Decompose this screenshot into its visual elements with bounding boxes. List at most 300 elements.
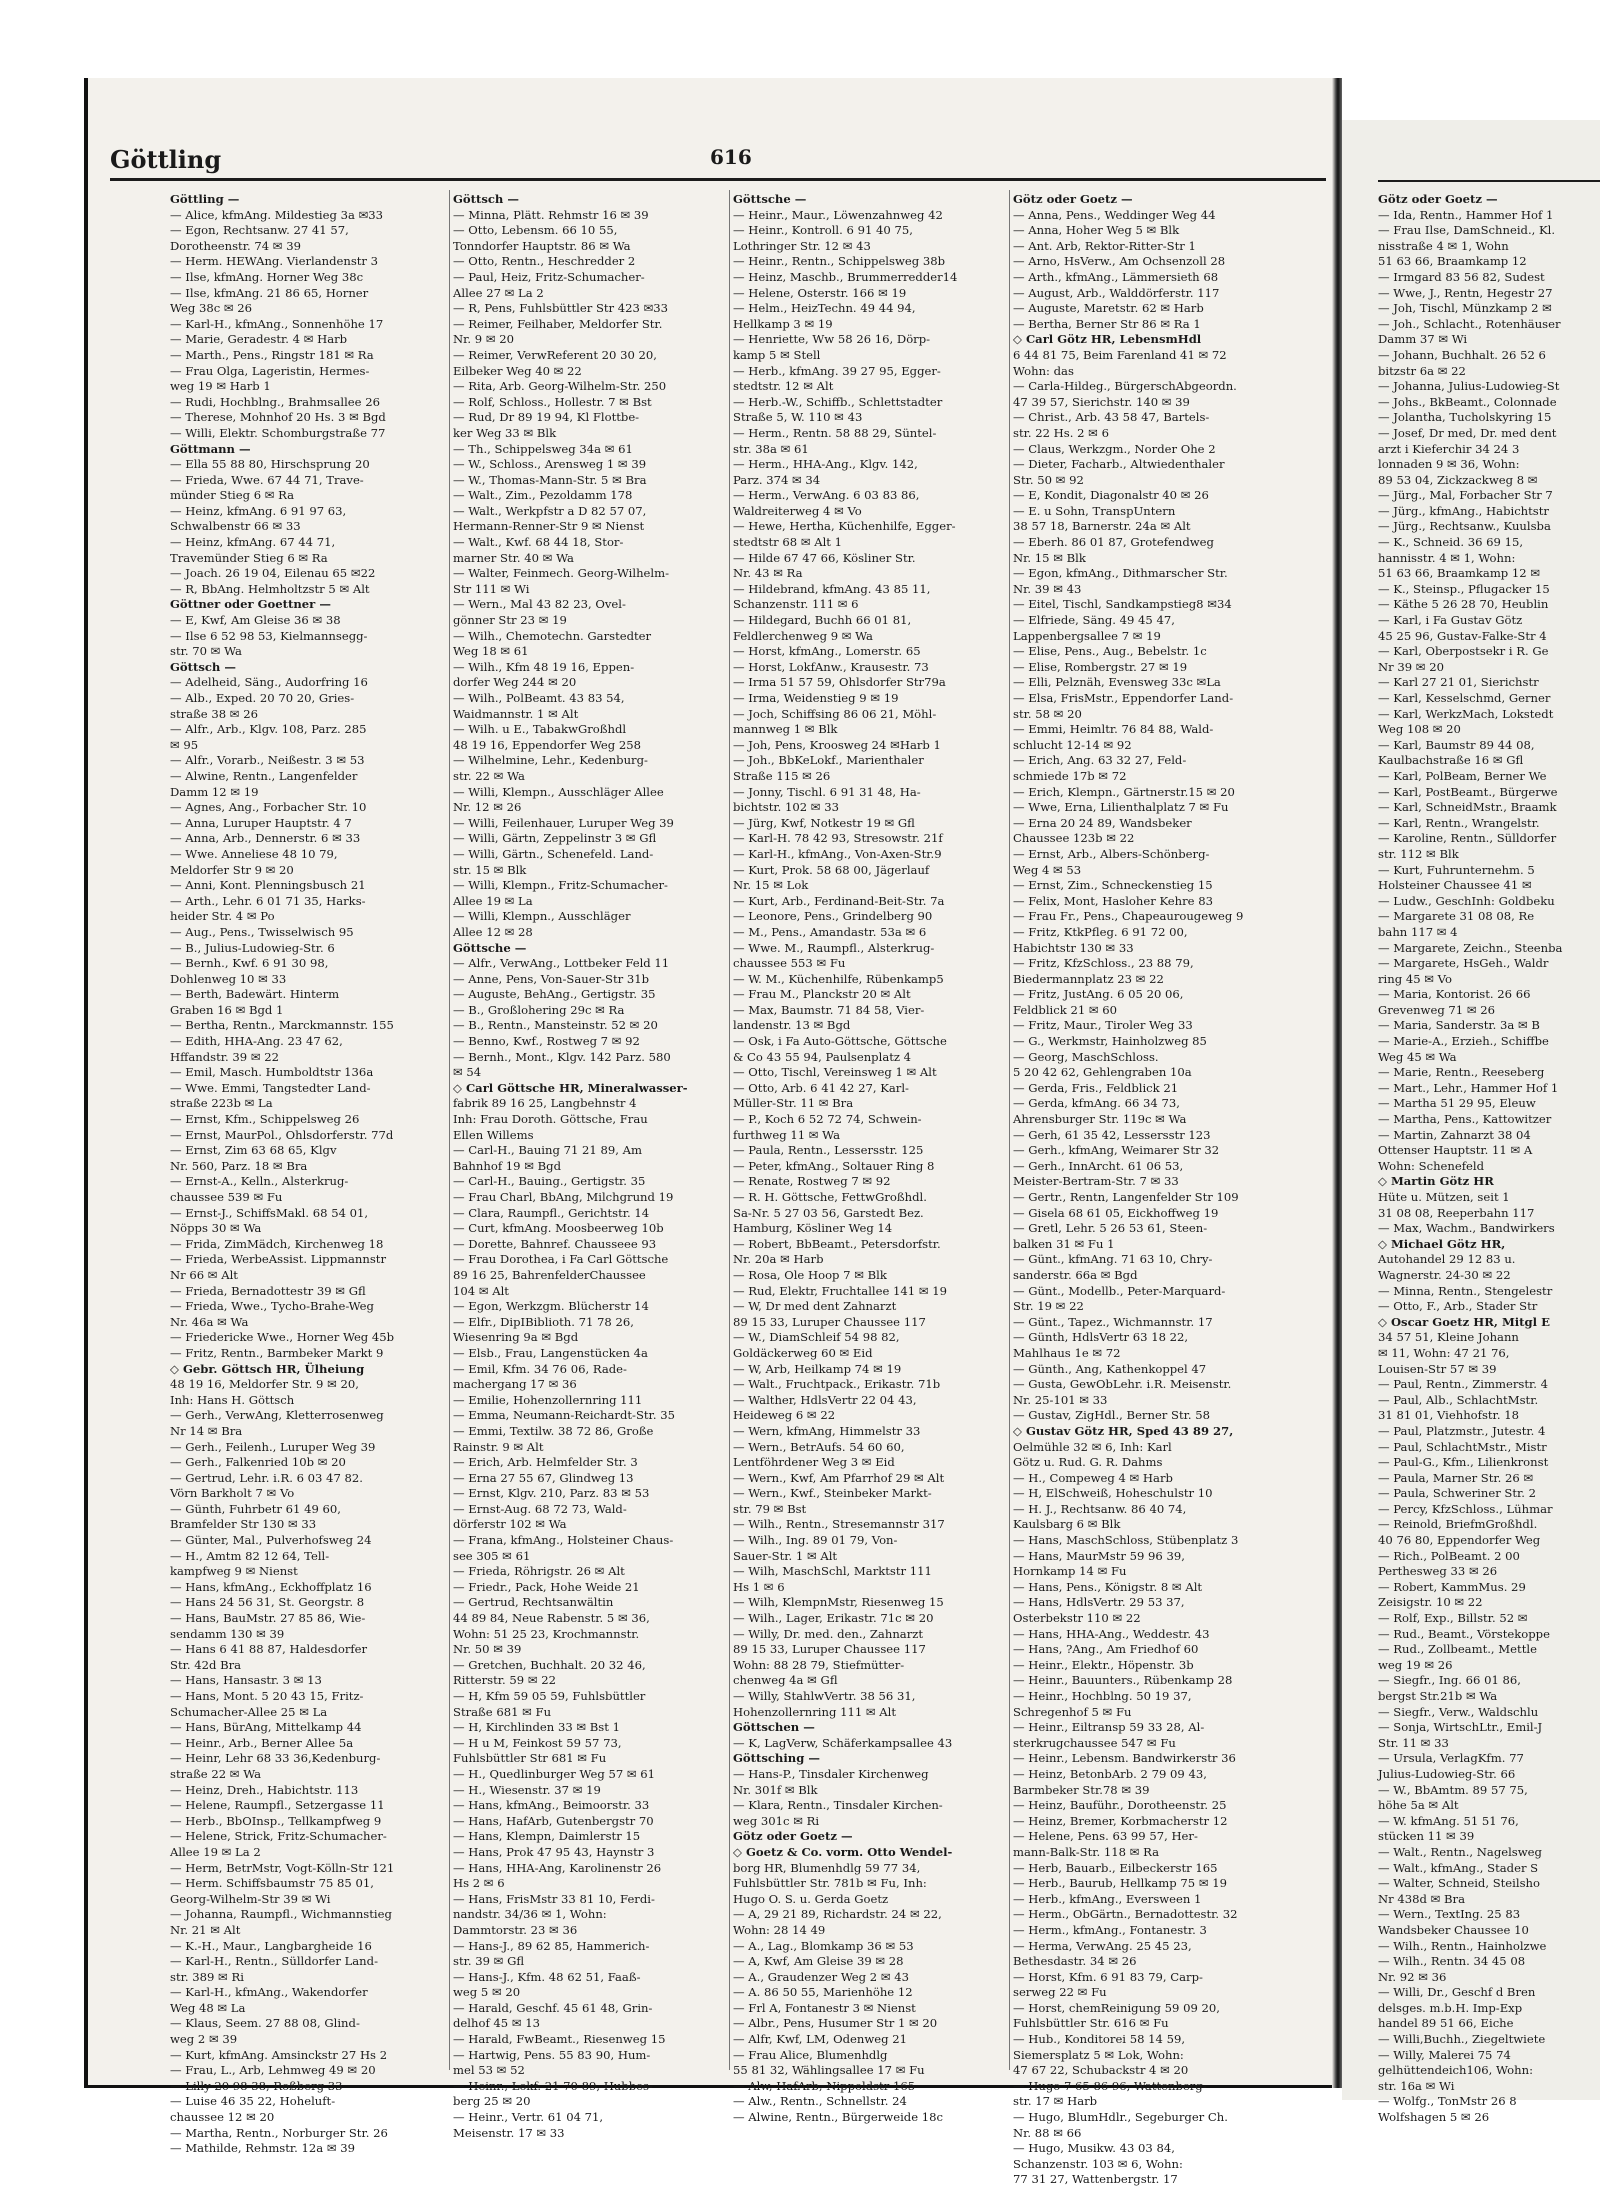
- directory-entry: Allee 12 ✉ 28: [453, 924, 533, 939]
- directory-entry: — Peter, kfmAng., Soltauer Ring 8: [733, 1158, 935, 1173]
- directory-entry: — Ernst, MaurPol., Ohlsdorferstr. 77d: [170, 1127, 394, 1142]
- directory-entry: Ottenser Hauptstr. 11 ✉ A: [1378, 1143, 1533, 1158]
- directory-entry: Schanzenstr. 111 ✉ 6: [733, 597, 859, 612]
- directory-entry: Nr. 50 ✉ 39: [453, 1642, 522, 1657]
- directory-entry: — Horst, LokfAnw., Krausestr. 73: [733, 659, 929, 674]
- directory-entry: — H. J., Rechtsanw. 86 40 74,: [1013, 1501, 1187, 1516]
- directory-entry: Wolfshagen 5 ✉ 26: [1378, 2110, 1490, 2125]
- directory-entry: Dorotheenstr. 74 ✉ 39: [170, 238, 301, 253]
- directory-entry: berg 25 ✉ 20: [453, 2094, 531, 2109]
- directory-entry: — Reimer, VerwReferent 20 30 20,: [453, 347, 657, 362]
- directory-entry: Göttmann —: [170, 441, 251, 456]
- directory-entry: mel 53 ✉ 52: [453, 2063, 525, 2078]
- directory-entry: — Margarete, Zeichn., Steenba: [1378, 940, 1563, 955]
- directory-entry: — Wolfg., TonMstr 26 8: [1378, 2094, 1517, 2109]
- directory-entry: — Frieda, Bernadottestr 39 ✉ Gfl: [170, 1283, 366, 1298]
- directory-entry: Fuhlsbüttler Str. 616 ✉ Fu: [1013, 2016, 1169, 2031]
- directory-entry: — Gertrud, Rechtsanwältin: [453, 1595, 614, 1610]
- directory-entry: Nöpps 30 ✉ Wa: [170, 1221, 262, 1236]
- directory-entry: Wandsbeker Chaussee 10: [1378, 1922, 1529, 1937]
- directory-entry: — Frieda, WerbeAssist. Lippmannstr: [170, 1252, 386, 1267]
- directory-entry: Feldlerchenweg 9 ✉ Wa: [733, 628, 873, 643]
- directory-entry: Nr. 92 ✉ 36: [1378, 1969, 1447, 1984]
- directory-entry: Allee 19 ✉ La 2: [170, 1844, 261, 1859]
- directory-entry: — Jürg, Kwf, Notkestr 19 ✉ Gfl: [733, 815, 915, 830]
- directory-entry: — Herb., kfmAng., Eversween 1: [1013, 1891, 1202, 1906]
- directory-entry: Dammtorstr. 23 ✉ 36: [453, 1922, 578, 1937]
- directory-entry: Sa-Nr. 5 27 03 56, Garstedt Bez.: [733, 1205, 924, 1220]
- directory-entry: — Frau Fr., Pens., Chapeaurougeweg 9: [1013, 909, 1244, 924]
- directory-entry: — Erna 20 24 89, Wandsbeker: [1013, 815, 1192, 830]
- directory-entry: str. 79 ✉ Bst: [733, 1501, 807, 1516]
- directory-entry: — Frau, L., Arb, Lehmweg 49 ✉ 20: [170, 2063, 376, 2078]
- directory-entry: ◇ Martin Götz HR: [1378, 1174, 1494, 1189]
- directory-entry: 89 15 33, Luruper Chaussee 117: [733, 1642, 926, 1657]
- directory-entry: — Rich., PolBeamt. 2 00: [1378, 1548, 1520, 1563]
- directory-entry: hannisstr. 4 ✉ 1, Wohn:: [1378, 550, 1516, 565]
- directory-entry: — Georg, MaschSchloss.: [1013, 1049, 1159, 1064]
- directory-entry: Müller-Str. 11 ✉ Bra: [733, 1096, 854, 1111]
- directory-entry: mannweg 1 ✉ Blk: [733, 722, 838, 737]
- directory-entry: borg HR, Blumenhdlg 59 77 34,: [733, 1860, 921, 1875]
- directory-entry: — Herb., kfmAng. 39 27 95, Egger-: [733, 363, 941, 378]
- directory-entry: — Frieda, Röhrigstr. 26 ✉ Alt: [453, 1564, 625, 1579]
- directory-entry: — Willi, Klempn., Ausschläger Allee: [453, 784, 664, 799]
- directory-entry: & Co 43 55 94, Paulsenplatz 4: [733, 1049, 912, 1064]
- directory-entry: — Leonore, Pens., Grindelberg 90: [733, 909, 933, 924]
- directory-entry: Hornkamp 14 ✉ Fu: [1013, 1564, 1127, 1579]
- directory-entry: Hs 2 ✉ 6: [453, 1876, 505, 1891]
- directory-entry: Louisen-Str 57 ✉ 39: [1378, 1361, 1497, 1376]
- directory-entry: — Emil, Kfm. 34 76 06, Rade-: [453, 1361, 627, 1376]
- directory-entry: — Herma, VerwAng. 25 45 23,: [1013, 1938, 1192, 1953]
- directory-entry: — Hans, Hansastr. 3 ✉ 13: [170, 1673, 322, 1688]
- directory-entry: — R, Pens, Fuhlsbüttler Str 423 ✉33: [453, 301, 669, 316]
- directory-entry: — Hans, MaschSchloss, Stübenplatz 3: [1013, 1533, 1239, 1548]
- directory-entry: — Otto, Rentn., Heschredder 2: [453, 254, 636, 269]
- directory-entry: — Rud, Elektr, Fruchtallee 141 ✉ 19: [733, 1283, 947, 1298]
- directory-entry: — Wilh, KlempnMstr, Riesenweg 15: [733, 1595, 944, 1610]
- directory-entry: — Herm., kfmAng., Fontanestr. 3: [1013, 1922, 1207, 1937]
- directory-entry: — Ernst-J., SchiffsMakl. 68 54 01,: [170, 1205, 369, 1220]
- directory-entry: — Clara, Raumpfl., Gerichtstr. 14: [453, 1205, 650, 1220]
- directory-entry: — Paul, Heiz, Fritz-Schumacher-: [453, 269, 645, 284]
- directory-entry: — Frau M., Planckstr 20 ✉ Alt: [733, 987, 911, 1002]
- directory-entry: schmiede 17b ✉ 72: [1013, 768, 1127, 783]
- directory-entry: — Emmi, Heimltr. 76 84 88, Wald-: [1013, 722, 1214, 737]
- directory-entry: Straße 115 ✉ 26: [733, 768, 831, 783]
- directory-entry: 89 16 25, BahrenfelderChaussee: [453, 1267, 646, 1282]
- directory-entry: Hohenzollernring 111 ✉ Alt: [733, 1704, 897, 1719]
- directory-entry: — Paula, Marner Str. 26 ✉: [1378, 1470, 1534, 1485]
- directory-entry: — Wwe. Anneliese 48 10 79,: [170, 846, 338, 861]
- directory-entry: serweg 22 ✉ Fu: [1013, 1985, 1107, 2000]
- directory-entry: str. 15 ✉ Blk: [453, 862, 527, 877]
- directory-entry: — Hartwig, Pens. 55 83 90, Hum-: [453, 2047, 651, 2062]
- directory-entry: — Rudi, Hochblng., Brahmsallee 26: [170, 394, 380, 409]
- directory-entry: Hamburg, Kösliner Weg 14: [733, 1221, 893, 1236]
- directory-entry: 38 57 18, Barnerstr. 24a ✉ Alt: [1013, 519, 1191, 534]
- directory-entry: — Adelheid, Säng., Audorfring 16: [170, 675, 368, 690]
- directory-entry: sendamm 130 ✉ 39: [170, 1626, 285, 1641]
- directory-entry: Grevenweg 71 ✉ 26: [1378, 1002, 1496, 1017]
- directory-entry: — Wilh., Rentn. 34 45 08: [1378, 1954, 1526, 1969]
- directory-entry: — Irmgard 83 56 82, Sudest: [1378, 269, 1545, 284]
- directory-entry: — Willi, Gärtn, Zeppelinstr 3 ✉ Gfl: [453, 831, 657, 846]
- directory-entry: — A, Kwf, Am Gleise 39 ✉ 28: [733, 1954, 904, 1969]
- directory-entry: — Agnes, Ang., Forbacher Str. 10: [170, 800, 367, 815]
- directory-entry: Ritterstr. 59 ✉ 22: [453, 1673, 556, 1688]
- directory-entry: — Paul, SchlachtMstr., Mistr: [1378, 1439, 1547, 1454]
- directory-entry: — Rolf, Schloss., Hollestr. 7 ✉ Bst: [453, 394, 652, 409]
- directory-entry: Sauer-Str. 1 ✉ Alt: [733, 1548, 838, 1563]
- directory-entry: Lappenbergsallee 7 ✉ 19: [1013, 628, 1161, 643]
- directory-entry: — Hub., Konditorei 58 14 59,: [1013, 2032, 1186, 2047]
- directory-entry: — Horst, chemReinigung 59 09 20,: [1013, 2000, 1220, 2015]
- directory-entry: — Arth., kfmAng., Lämmersieth 68: [1013, 269, 1219, 284]
- directory-entry: — Anna, Arb., Dennerstr. 6 ✉ 33: [170, 831, 361, 846]
- directory-entry: — Auguste, Maretstr. 62 ✉ Harb: [1013, 301, 1204, 316]
- directory-entry: — Bernh., Kwf. 6 91 30 98,: [170, 956, 329, 971]
- directory-entry: — Wwe. M., Raumpfl., Alsterkrug-: [733, 940, 935, 955]
- directory-entry: Nr. 15 ✉ Lok: [733, 878, 809, 893]
- directory-entry: Habichtstr 130 ✉ 33: [1013, 940, 1134, 955]
- directory-entry: — Marth., Pens., Ringstr 181 ✉ Ra: [170, 347, 374, 362]
- directory-entry: — Hans, HdlsVertr. 29 53 37,: [1013, 1595, 1185, 1610]
- directory-entry: — Percy, KfzSchloss., Lühmar: [1378, 1501, 1553, 1516]
- directory-entry: — Lilly 20 98 38, Roßberg 33: [170, 2078, 343, 2093]
- directory-entry: — Heinr., Eiltransp 59 33 28, Al-: [1013, 1720, 1205, 1735]
- directory-column-2: [453, 192, 728, 2140]
- directory-entry: Göttsch —: [453, 192, 519, 206]
- directory-entry: Vörn Barkholt 7 ✉ Vo: [170, 1486, 295, 1501]
- directory-entry: Wagnerstr. 24-30 ✉ 22: [1378, 1267, 1511, 1282]
- directory-entry: stedtstr. 12 ✉ Alt: [733, 379, 834, 394]
- directory-entry: — Paul, Rentn., Zimmerstr. 4: [1378, 1377, 1549, 1392]
- directory-entry: — Walter, Schneid, Steilsho: [1378, 1876, 1540, 1891]
- directory-entry: — Karl-H., kfmAng., Wakendorfer: [170, 1985, 368, 2000]
- running-head: Göttling: [110, 145, 222, 174]
- directory-entry: höhe 5a ✉ Alt: [1378, 1798, 1459, 1813]
- directory-entry: bitzstr 6a ✉ 22: [1378, 363, 1466, 378]
- page-number: 616: [710, 145, 752, 169]
- directory-entry: Straße 681 ✉ Fu: [453, 1704, 552, 1719]
- directory-entry: — Elli, Pelznäh, Evensweg 33c ✉La: [1013, 675, 1221, 690]
- directory-entry: — Wilh., Rentn., Stresemannstr 317: [733, 1517, 945, 1532]
- directory-entry: — Emilie, Hohenzollernring 111: [453, 1392, 643, 1407]
- directory-entry: — Joh., BbKeLokf., Marienthaler: [733, 753, 924, 768]
- directory-entry: — Hugo 7 65 86 96, Wattenberg-: [1013, 2078, 1207, 2093]
- directory-entry: — Heinr., Bauunters., Rübenkamp 28: [1013, 1673, 1233, 1688]
- directory-entry: — B., Großlohering 29c ✉ Ra: [453, 1002, 625, 1017]
- directory-entry: — Margarete 31 08 08, Re: [1378, 909, 1535, 924]
- directory-entry: — Willy, StahlwVertr. 38 56 31,: [733, 1689, 916, 1703]
- directory-entry: — Anne, Pens, Von-Sauer-Str 31b: [453, 971, 650, 986]
- directory-entry: — Heinr., Kontroll. 6 91 40 75,: [733, 223, 913, 238]
- directory-entry: — Martha 51 29 95, Eleuw: [1378, 1096, 1536, 1111]
- directory-entry: — Günth, Fuhrbetr 61 49 60,: [170, 1501, 341, 1516]
- directory-entry: — Marie, Rentn., Reeseberg: [1378, 1065, 1545, 1080]
- directory-entry: arzt i Kieferchir 34 24 3: [1378, 441, 1520, 456]
- directory-entry: — Karl, Baumstr 89 44 08,: [1378, 737, 1535, 752]
- directory-entry: — Herb, Bauarb., Eilbeckerstr 165: [1013, 1860, 1218, 1875]
- directory-entry: — Heinz, kfmAng. 6 91 97 63,: [170, 503, 347, 518]
- directory-entry: — Jürg., Rechtsanw., Kuulsba: [1378, 519, 1551, 534]
- directory-entry: kamp 5 ✉ Stell: [733, 347, 821, 362]
- directory-entry: — Karl, PostBeamt., Bürgerwe: [1378, 784, 1558, 799]
- directory-entry: — Felix, Mont, Hasloher Kehre 83: [1013, 893, 1213, 908]
- directory-entry: — Gerh, 61 35 42, Lessersstr 123: [1013, 1127, 1211, 1142]
- directory-entry: — Wilh., Kfm 48 19 16, Eppen-: [453, 659, 635, 674]
- directory-entry: — Wwe, J., Rentn, Hegestr 27: [1378, 285, 1553, 300]
- directory-entry: — Ella 55 88 80, Hirschsprung 20: [170, 457, 370, 472]
- directory-entry: — Irma, Weidenstieg 9 ✉ 19: [733, 691, 899, 705]
- directory-entry: ✉ 11, Wohn: 47 21 76,: [1378, 1345, 1510, 1360]
- directory-entry: — Alw., Rentn., Schnellstr. 24: [733, 2094, 907, 2109]
- directory-entry: — Otto, Lebensm. 66 10 55,: [453, 223, 618, 238]
- directory-entry: — Rolf, Exp., Billstr. 52 ✉: [1378, 1611, 1528, 1626]
- directory-entry: see 305 ✉ 61: [453, 1548, 531, 1563]
- directory-entry: — Osk, i Fa Auto-Göttsche, Göttsche: [733, 1034, 947, 1049]
- directory-entry: — Renate, Rostweg 7 ✉ 92: [733, 1174, 891, 1189]
- directory-entry: ◇ Oscar Goetz HR, Mitgl E: [1378, 1314, 1550, 1329]
- directory-entry: — A, 29 21 89, Richardstr. 24 ✉ 22,: [733, 1907, 942, 1922]
- directory-entry: str. 389 ✉ Ri: [170, 1969, 244, 1984]
- directory-entry: — Horst, kfmAng., Lomerstr. 65: [733, 644, 921, 659]
- directory-entry: Straße 5, W. 110 ✉ 43: [733, 410, 863, 425]
- directory-entry: — Fritz, JustAng. 6 05 20 06,: [1013, 987, 1184, 1002]
- directory-entry: landenstr. 13 ✉ Bgd: [733, 1018, 851, 1033]
- directory-entry: — Reimer, Feilhaber, Meldorfer Str.: [453, 316, 663, 331]
- directory-entry: — H., Amtm 82 12 64, Tell-: [170, 1548, 330, 1563]
- directory-entry: — Emmi, Textilw. 38 72 86, Große: [453, 1423, 654, 1438]
- directory-entry: Wiesenring 9a ✉ Bgd: [453, 1330, 579, 1345]
- directory-entry: bichtstr. 102 ✉ 33: [733, 800, 839, 815]
- directory-entry: Nr. 43 ✉ Ra: [733, 566, 803, 581]
- directory-entry: — Sonja, WirtschLtr., Emil-J: [1378, 1720, 1543, 1735]
- directory-entry: — Karl-H. 78 42 93, Stresowstr. 21f: [733, 831, 943, 846]
- directory-entry: — Otto, Arb. 6 41 42 27, Karl-: [733, 1080, 909, 1095]
- directory-entry: — K., Steinsp., Pflugacker 15: [1378, 581, 1550, 596]
- directory-entry: — W, Arb, Heilkamp 74 ✉ 19: [733, 1361, 902, 1376]
- directory-entry: — Hans, Pens., Königstr. 8 ✉ Alt: [1013, 1579, 1203, 1594]
- directory-entry: str. 22 Hs. 2 ✉ 6: [1013, 425, 1109, 440]
- directory-entry: Götz oder Goetz —: [1378, 192, 1498, 206]
- directory-entry: — K, LagVerw, Schäferkampsallee 43: [733, 1735, 953, 1750]
- directory-entry: — Marie, Geradestr. 4 ✉ Harb: [170, 332, 348, 347]
- directory-entry: delhof 45 ✉ 13: [453, 2016, 541, 2031]
- directory-entry: — Margarete, HsGeh., Waldr: [1378, 956, 1549, 971]
- directory-entry: Göttsche —: [733, 192, 807, 206]
- directory-entry: Damm 37 ✉ Wi: [1378, 332, 1468, 347]
- directory-entry: Bahnhof 19 ✉ Bgd: [453, 1158, 561, 1173]
- directory-entry: — Willi, Feilenhauer, Luruper Weg 39: [453, 815, 674, 830]
- directory-entry: 47 39 57, Sierichstr. 140 ✉ 39: [1013, 394, 1190, 409]
- directory-entry: Schumacher-Allee 25 ✉ La: [170, 1704, 328, 1719]
- directory-entry: — Günt., kfmAng. 71 63 10, Chry-: [1013, 1252, 1213, 1267]
- directory-entry: Hugo O. S. u. Gerda Goetz: [733, 1891, 889, 1906]
- directory-entry: furthweg 11 ✉ Wa: [733, 1127, 840, 1142]
- directory-entry: — Anna, Pens., Weddinger Weg 44: [1013, 207, 1216, 222]
- directory-entry: — Minna, Rentn., Stengelestr: [1378, 1283, 1553, 1298]
- directory-entry: Kaulsbarg 6 ✉ Blk: [1013, 1517, 1121, 1532]
- directory-entry: — Kurt, Prok. 58 68 00, Jägerlauf: [733, 862, 930, 877]
- directory-entry: 5 20 42 62, Gehlengraben 10a: [1013, 1065, 1192, 1080]
- directory-entry: — Wilh. u E., TabakwGroßhdl: [453, 722, 627, 737]
- directory-entry: — Anna, Hoher Weg 5 ✉ Blk: [1013, 223, 1180, 238]
- directory-entry: — Willy, Malerei 75 74: [1378, 2047, 1511, 2062]
- directory-entry: — Robert, BbBeamt., Petersdorfstr.: [733, 1236, 941, 1251]
- directory-entry: — Otto, Tischl, Vereinsweg 1 ✉ Alt: [733, 1065, 937, 1080]
- directory-entry: Biedermannplatz 23 ✉ 22: [1013, 971, 1164, 986]
- directory-entry: Göttsch —: [170, 659, 236, 674]
- directory-entry: ◇ Carl Götz HR, LebensmHdl: [1013, 332, 1202, 347]
- directory-entry: heider Str. 4 ✉ Po: [170, 909, 275, 924]
- directory-entry: 6 44 81 75, Beim Farenland 41 ✉ 72: [1013, 347, 1227, 362]
- directory-entry: str. 39 ✉ Gfl: [453, 1954, 525, 1969]
- directory-entry: — Herb.-W., Schiffb., Schlettstadter: [733, 394, 943, 409]
- directory-entry: — Bernh., Mont., Klgv. 142 Parz. 580: [453, 1049, 671, 1064]
- directory-entry: Meldorfer Str 9 ✉ 20: [170, 862, 294, 877]
- directory-entry: — Siegfr., Ing. 66 01 86,: [1378, 1673, 1521, 1688]
- directory-entry: Göttling —: [170, 192, 240, 206]
- directory-entry: Damm 12 ✉ 19: [170, 784, 259, 799]
- directory-entry: gönner Str 23 ✉ 19: [453, 613, 567, 628]
- directory-entry: Nr. 15 ✉ Blk: [1013, 550, 1086, 565]
- directory-entry: Dohlenweg 10 ✉ 33: [170, 971, 287, 986]
- directory-entry: — Rud., Zollbeamt., Mettle: [1378, 1642, 1537, 1657]
- directory-entry: — Walt., Werkpfstr a D 82 57 07,: [453, 503, 647, 518]
- directory-entry: — Jolantha, Tucholskyring 15: [1378, 410, 1552, 425]
- directory-entry: 89 53 04, Zickzackweg 8 ✉: [1378, 472, 1538, 487]
- directory-entry: ◇ Carl Göttsche HR, Mineralwasser-: [453, 1080, 688, 1095]
- directory-entry: — Marie-A., Erzieh., Schiffbe: [1378, 1034, 1549, 1049]
- directory-entry: — Karl-H., kfmAng., Von-Axen-Str.9: [733, 846, 942, 861]
- directory-entry: Göttsching —: [733, 1751, 820, 1766]
- directory-entry: dörferstr 102 ✉ Wa: [453, 1517, 567, 1532]
- directory-entry: — Jonny, Tischl. 6 91 31 48, Ha-: [733, 784, 921, 799]
- column-divider: [449, 190, 450, 2070]
- directory-entry: — Hans, kfmAng., Eckhoffplatz 16: [170, 1579, 372, 1594]
- directory-entry: — Erich, Arb. Helmfelder Str. 3: [453, 1455, 638, 1470]
- directory-entry: straße 22 ✉ Wa: [170, 1766, 262, 1781]
- directory-entry: Georg-Wilhelm-Str 39 ✉ Wi: [170, 1891, 331, 1906]
- directory-entry: — W., Schloss., Arensweg 1 ✉ 39: [453, 457, 647, 472]
- directory-entry: — Horst, Kfm. 6 91 83 79, Carp-: [1013, 1969, 1203, 1984]
- directory-entry: 48 19 16, Eppendorfer Weg 258: [453, 737, 642, 752]
- directory-entry: Meisenstr. 17 ✉ 33: [453, 2125, 565, 2140]
- directory-entry: — Fritz, KfzSchloss., 23 88 79,: [1013, 956, 1194, 971]
- directory-entry: straße 38 ✉ 26: [170, 706, 258, 721]
- directory-entry: ◇ Gebr. Göttsch HR, Ülheiung: [170, 1361, 365, 1376]
- directory-entry: — Gretchen, Buchhalt. 20 32 46,: [453, 1657, 646, 1672]
- directory-entry: — Heinr., Lebensm. Bandwirkerstr 36: [1013, 1751, 1236, 1766]
- directory-entry: Rainstr. 9 ✉ Alt: [453, 1439, 544, 1454]
- directory-entry: — Ilse, kfmAng. 21 86 65, Horner: [170, 285, 369, 300]
- directory-entry: str. 16a ✉ Wi: [1378, 2078, 1455, 2093]
- directory-entry: Weg 18 ✉ 61: [453, 644, 529, 659]
- directory-entry: — Christ., Arb. 43 58 47, Bartels-: [1013, 410, 1210, 425]
- directory-entry: Barmbeker Str.78 ✉ 39: [1013, 1782, 1150, 1797]
- directory-entry: — Ernst, Zim., Schneckenstieg 15: [1013, 878, 1213, 893]
- directory-entry: — B., Julius-Ludowieg-Str. 6: [170, 940, 335, 955]
- directory-entry: Weg 38c ✉ 26: [170, 301, 253, 316]
- directory-entry: Hffandstr. 39 ✉ 22: [170, 1049, 279, 1064]
- directory-entry: — Heinr., Lokf. 21 70 89, Hubbes-: [453, 2078, 653, 2093]
- directory-entry: — Ant. Arb, Rektor-Ritter-Str 1: [1013, 238, 1196, 253]
- directory-entry: — Hugo, BlumHdlr., Segeburger Ch.: [1013, 2110, 1228, 2125]
- directory-entry: — Wilh., Lager, Erikastr. 71c ✉ 20: [733, 1611, 934, 1626]
- directory-entry: Nr. 9 ✉ 20: [453, 332, 514, 347]
- directory-entry: — Hans 6 41 88 87, Haldesdorfer: [170, 1642, 368, 1657]
- directory-entry: — Heinr., Elektr., Höpenstr. 3b: [1013, 1657, 1194, 1672]
- directory-entry: — Egon, kfmAng., Dithmarscher Str.: [1013, 566, 1228, 581]
- directory-column-1: [170, 192, 445, 2156]
- directory-entry: — Arno, HsVerw., Am Ochsenzoll 28: [1013, 254, 1226, 269]
- directory-entry: bahn 117 ✉ 4: [1378, 924, 1458, 939]
- directory-entry: — Hans, HHA-Ang, Karolinenstr 26: [453, 1860, 662, 1875]
- directory-entry: str. 17 ✉ Harb: [1013, 2094, 1098, 2109]
- directory-entry: — Dieter, Facharb., Altwiedenthaler: [1013, 457, 1225, 472]
- directory-entry: — Gertr., Rentn, Langenfelder Str 109: [1013, 1190, 1239, 1204]
- directory-entry: ◇ Goetz & Co. vorm. Otto Wendel-: [733, 1844, 953, 1859]
- directory-entry: — Wern., Kwf, Am Pfarrhof 29 ✉ Alt: [733, 1470, 945, 1485]
- directory-entry: — Ernst, Zim 63 68 65, Klgv: [170, 1143, 337, 1158]
- directory-entry: Perthesweg 33 ✉ 26: [1378, 1564, 1498, 1579]
- directory-entry: Parz. 374 ✉ 34: [733, 472, 821, 487]
- directory-entry: Nr 39 ✉ 20: [1378, 659, 1444, 674]
- directory-entry: — W., BbAmtm. 89 57 75,: [1378, 1782, 1528, 1797]
- directory-entry: str. 112 ✉ Blk: [1378, 846, 1459, 861]
- directory-entry: Nr. 12 ✉ 26: [453, 800, 522, 815]
- directory-entry: — Gretl, Lehr. 5 26 53 61, Steen-: [1013, 1221, 1208, 1236]
- directory-entry: Graben 16 ✉ Bgd 1: [170, 1002, 284, 1017]
- directory-entry: Feldblick 21 ✉ 60: [1013, 1002, 1118, 1017]
- directory-entry: — Heinr., Vertr. 61 04 71,: [453, 2110, 604, 2125]
- directory-entry: Nr 438d ✉ Bra: [1378, 1891, 1465, 1906]
- directory-entry: — Elfriede, Säng. 49 45 47,: [1013, 613, 1175, 628]
- directory-entry: — Wilhelmine, Lehr., Kedenburg-: [453, 753, 648, 768]
- directory-entry: Holsteiner Chaussee 41 ✉: [1378, 878, 1532, 893]
- directory-entry: — Frau Dorothea, i Fa Carl Göttsche: [453, 1252, 669, 1267]
- directory-entry: weg 19 ✉ Harb 1: [170, 379, 271, 394]
- directory-entry: weg 301c ✉ Ri: [733, 1813, 820, 1828]
- directory-entry: ✉ 54: [453, 1065, 482, 1080]
- directory-entry: — Max, Wachm., Bandwirkers: [1378, 1221, 1555, 1236]
- directory-entry: — Elsb., Frau, Langenstücken 4a: [453, 1345, 648, 1360]
- directory-entry: — Otto, F., Arb., Stader Str: [1378, 1299, 1538, 1314]
- directory-entry: — Wwe. Emmi, Tangstedter Land-: [170, 1080, 371, 1095]
- directory-entry: — Helene, Osterstr. 166 ✉ 19: [733, 285, 907, 300]
- directory-entry: — Helene, Strick, Fritz-Schumacher-: [170, 1829, 387, 1844]
- directory-entry: — Heinr., Maur., Löwenzahnweg 42: [733, 207, 943, 222]
- directory-entry: — Ida, Rentn., Hammer Hof 1: [1378, 207, 1554, 222]
- directory-entry: — Edith, HHA-Ang. 23 47 62,: [170, 1034, 343, 1049]
- directory-entry: — Willi, Klempn., Fritz-Schumacher-: [453, 878, 668, 893]
- directory-entry: schlucht 12-14 ✉ 92: [1013, 737, 1132, 752]
- directory-entry: — Paula, Schweriner Str. 2: [1378, 1486, 1537, 1501]
- directory-entry: weg 2 ✉ 39: [170, 2032, 238, 2047]
- directory-entry: weg 5 ✉ 20: [453, 1985, 521, 2000]
- directory-entry: — Heinr., Rentn., Schippelsweg 38b: [733, 254, 946, 269]
- directory-entry: münder Stieg 6 ✉ Ra: [170, 488, 295, 503]
- directory-entry: — Jürg., Mal, Forbacher Str 7: [1378, 488, 1553, 503]
- directory-entry: — Elsa, FrisMstr., Eppendorfer Land-: [1013, 691, 1234, 705]
- directory-entry: — Hewe, Hertha, Küchenhilfe, Egger-: [733, 519, 956, 534]
- directory-entry: — Alwine, Rentn., Bürgerweide 18c: [733, 2110, 943, 2125]
- directory-entry: Ellen Willems: [453, 1127, 534, 1142]
- directory-entry: — Ernst, Arb., Albers-Schönberg-: [1013, 846, 1210, 861]
